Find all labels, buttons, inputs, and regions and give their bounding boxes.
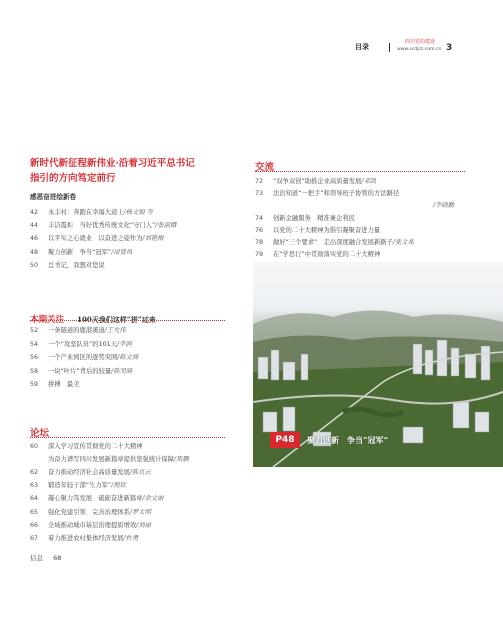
entry-page-number: 44 bbox=[30, 222, 39, 230]
toc-entry[interactable] bbox=[30, 352, 138, 361]
entry-title: 在“学思行”中贯彻落实党的二十大精神 bbox=[273, 251, 381, 259]
entry-page-number: 42 bbox=[30, 209, 39, 216]
entry-title: 锻造年轻干部“生力军” bbox=[48, 482, 112, 490]
focus-title: 100天我们这样“拼”过来 bbox=[77, 315, 156, 324]
entry-title: 总书记，我想对您说 bbox=[48, 261, 105, 269]
photo-badge: P48 bbox=[270, 432, 300, 448]
toc-header bbox=[355, 40, 475, 58]
entry-title: 一块“叶片”背后的较量 bbox=[48, 367, 112, 375]
toc-entry[interactable] bbox=[30, 507, 151, 516]
entry-title: 着力推进农村集体经济发展 bbox=[48, 534, 124, 542]
focus-prefix: 本期关注 bbox=[30, 315, 65, 325]
toc-entry[interactable] bbox=[255, 249, 380, 258]
entry-author: /罗太明 bbox=[129, 508, 151, 516]
toc-entry[interactable] bbox=[255, 213, 355, 222]
entry-page-number: 63 bbox=[30, 482, 39, 490]
toc-entry[interactable] bbox=[30, 366, 132, 375]
header-divider bbox=[389, 43, 390, 52]
toc-entry[interactable] bbox=[255, 176, 376, 185]
menu-label: 目录 bbox=[355, 43, 369, 51]
toc-entry[interactable] bbox=[30, 493, 163, 502]
entry-page-number: 62 bbox=[30, 469, 39, 477]
toc-entry[interactable] bbox=[30, 339, 132, 348]
entry-author: /刘艳梅 bbox=[142, 235, 164, 243]
logo-line1: 四川党的建设 bbox=[405, 39, 436, 45]
entry-title: 凝心聚力笃发展 砥砺奋进新篇章 bbox=[48, 495, 143, 503]
toc-entry[interactable] bbox=[30, 325, 126, 334]
entry-page-number: 46 bbox=[30, 235, 39, 243]
entry-title: 深入学习宣传贯彻党的二十大精神 bbox=[48, 443, 143, 450]
entry-author: /焦鹏 bbox=[173, 456, 189, 464]
entry-page-number: 78 bbox=[255, 239, 264, 246]
main-theme-title-line2: 指引的方向笃定前行 bbox=[30, 173, 116, 184]
toc-entry[interactable] bbox=[30, 520, 151, 529]
entry-page-number: 76 bbox=[255, 226, 264, 234]
toc-entry[interactable] bbox=[30, 533, 138, 542]
entry-page-number: 59 bbox=[30, 381, 39, 389]
exchange-rule bbox=[255, 171, 465, 172]
entry-author: /陈良云 bbox=[129, 469, 151, 477]
entry-title: 全域推动城市基层治理提质增效 bbox=[48, 521, 137, 529]
exchange-title: 交流 bbox=[255, 162, 275, 173]
entry-page-number: 66 bbox=[30, 521, 39, 529]
entry-author: /陈昊旸 bbox=[111, 367, 133, 375]
toc-entry[interactable] bbox=[255, 188, 399, 197]
toc-entry[interactable] bbox=[30, 441, 142, 450]
toc-entry[interactable] bbox=[30, 207, 153, 216]
toc-entry[interactable] bbox=[415, 200, 454, 209]
entry-author: /余文丽 bbox=[142, 495, 164, 503]
entry-author: /倪钦 bbox=[111, 482, 126, 490]
entry-page-number: 67 bbox=[30, 534, 39, 542]
entry-page-number: 52 bbox=[30, 327, 39, 334]
entry-author: /邓凯 bbox=[361, 178, 377, 185]
entry-title: 丰洁霞炬 当好优秀传统文化“守门人” bbox=[48, 222, 156, 230]
toc-entry[interactable] bbox=[30, 379, 79, 388]
focus-rule bbox=[30, 320, 225, 321]
toc-entry[interactable] bbox=[255, 225, 380, 234]
toc-entry[interactable] bbox=[48, 454, 189, 463]
entry-title: 创新金融服务 精准兼企利民 bbox=[273, 214, 355, 222]
entry-page-number: 60 bbox=[30, 443, 39, 450]
toc-entry[interactable] bbox=[30, 260, 105, 269]
entry-page-number: 79 bbox=[255, 251, 264, 259]
toc-entry[interactable] bbox=[255, 237, 414, 246]
entry-author: /李润 bbox=[116, 340, 132, 348]
entry-title: 一条隧道的鹿港溪道 bbox=[48, 327, 105, 334]
entry-page-number: 54 bbox=[30, 340, 39, 348]
main-theme-title-line1: 新时代新征程新伟业·沿着习近平总书记 bbox=[30, 158, 195, 169]
entry-page-number: 72 bbox=[255, 178, 264, 185]
entry-author: /王允伟 bbox=[104, 327, 126, 334]
entry-title: 为奋力谱写四川发展新篇章提供坚强统计保障 bbox=[48, 456, 174, 464]
entry-page-number: 50 bbox=[30, 261, 39, 269]
entry-title: 聚力创新 争当“冠军” bbox=[48, 248, 112, 256]
entry-title: 强化党建引领 完善治理体系 bbox=[48, 508, 130, 516]
entry-author: /杜勇 bbox=[123, 534, 139, 542]
entry-author: /杨文娟 等 bbox=[123, 209, 153, 216]
entry-author: /张文兆 bbox=[392, 239, 414, 246]
entry-page-number: 64 bbox=[30, 495, 39, 503]
entry-title: 拼搏 最美 bbox=[48, 381, 80, 389]
toc-entry[interactable] bbox=[30, 480, 126, 489]
toc-entry[interactable] bbox=[30, 467, 151, 476]
toc-entry[interactable] bbox=[30, 233, 163, 242]
entry-title: 一个产业园区的逐势突围 bbox=[48, 354, 118, 362]
entry-title: 法治知道“一把手”和领导班子协管的方法路径 bbox=[273, 190, 400, 198]
entry-page-number: 56 bbox=[30, 354, 39, 362]
entry-page-number: 65 bbox=[30, 508, 39, 516]
entry-title: 以平实之心就业 以奋进之姿作为 bbox=[48, 235, 143, 243]
forum-title: 论坛 bbox=[30, 428, 50, 439]
main-theme-subtitle: 感恩奋进绘新卷 bbox=[30, 193, 77, 201]
entry-title: 永丰村：奔跑在幸福大道上 bbox=[48, 209, 124, 216]
footer-label: 信息 bbox=[30, 554, 43, 562]
entry-page-number: 48 bbox=[30, 248, 39, 256]
entry-title: 一个“攻坚队员”的101天 bbox=[48, 340, 117, 348]
entry-title: “双争双创”助推企业高质量发展 bbox=[273, 178, 362, 185]
entry-title: 做好“三个要求” 走出深度融合发展新路子 bbox=[273, 239, 393, 246]
entry-page-number: 58 bbox=[30, 367, 39, 375]
entry-page-number: 74 bbox=[255, 214, 264, 222]
toc-entry[interactable] bbox=[30, 247, 132, 256]
entry-author: /刘丽 bbox=[136, 521, 151, 529]
forum-rule bbox=[30, 437, 225, 438]
footer bbox=[30, 553, 61, 562]
entry-author: /陈文扬 bbox=[117, 354, 139, 362]
photo-caption: 聚力创新 争当“冠军” bbox=[307, 435, 389, 445]
footer-page: 68 bbox=[53, 554, 62, 562]
entry-page-number: 73 bbox=[255, 190, 264, 198]
focus-heading bbox=[30, 307, 156, 326]
entry-title: 以党的二十大精神为指引凝聚奋进力量 bbox=[273, 226, 381, 234]
logo-line2: www.scdjzz.com.cn bbox=[397, 47, 442, 52]
entry-author: /李晓勤 bbox=[433, 202, 455, 210]
toc-entry[interactable] bbox=[30, 220, 176, 229]
entry-title: 奋力推动经济社会高质量发展 bbox=[48, 469, 130, 477]
page-number: 3 bbox=[446, 43, 453, 53]
entry-author: /周贤凤 bbox=[111, 248, 133, 256]
entry-author: /张淑娥 bbox=[155, 222, 177, 230]
